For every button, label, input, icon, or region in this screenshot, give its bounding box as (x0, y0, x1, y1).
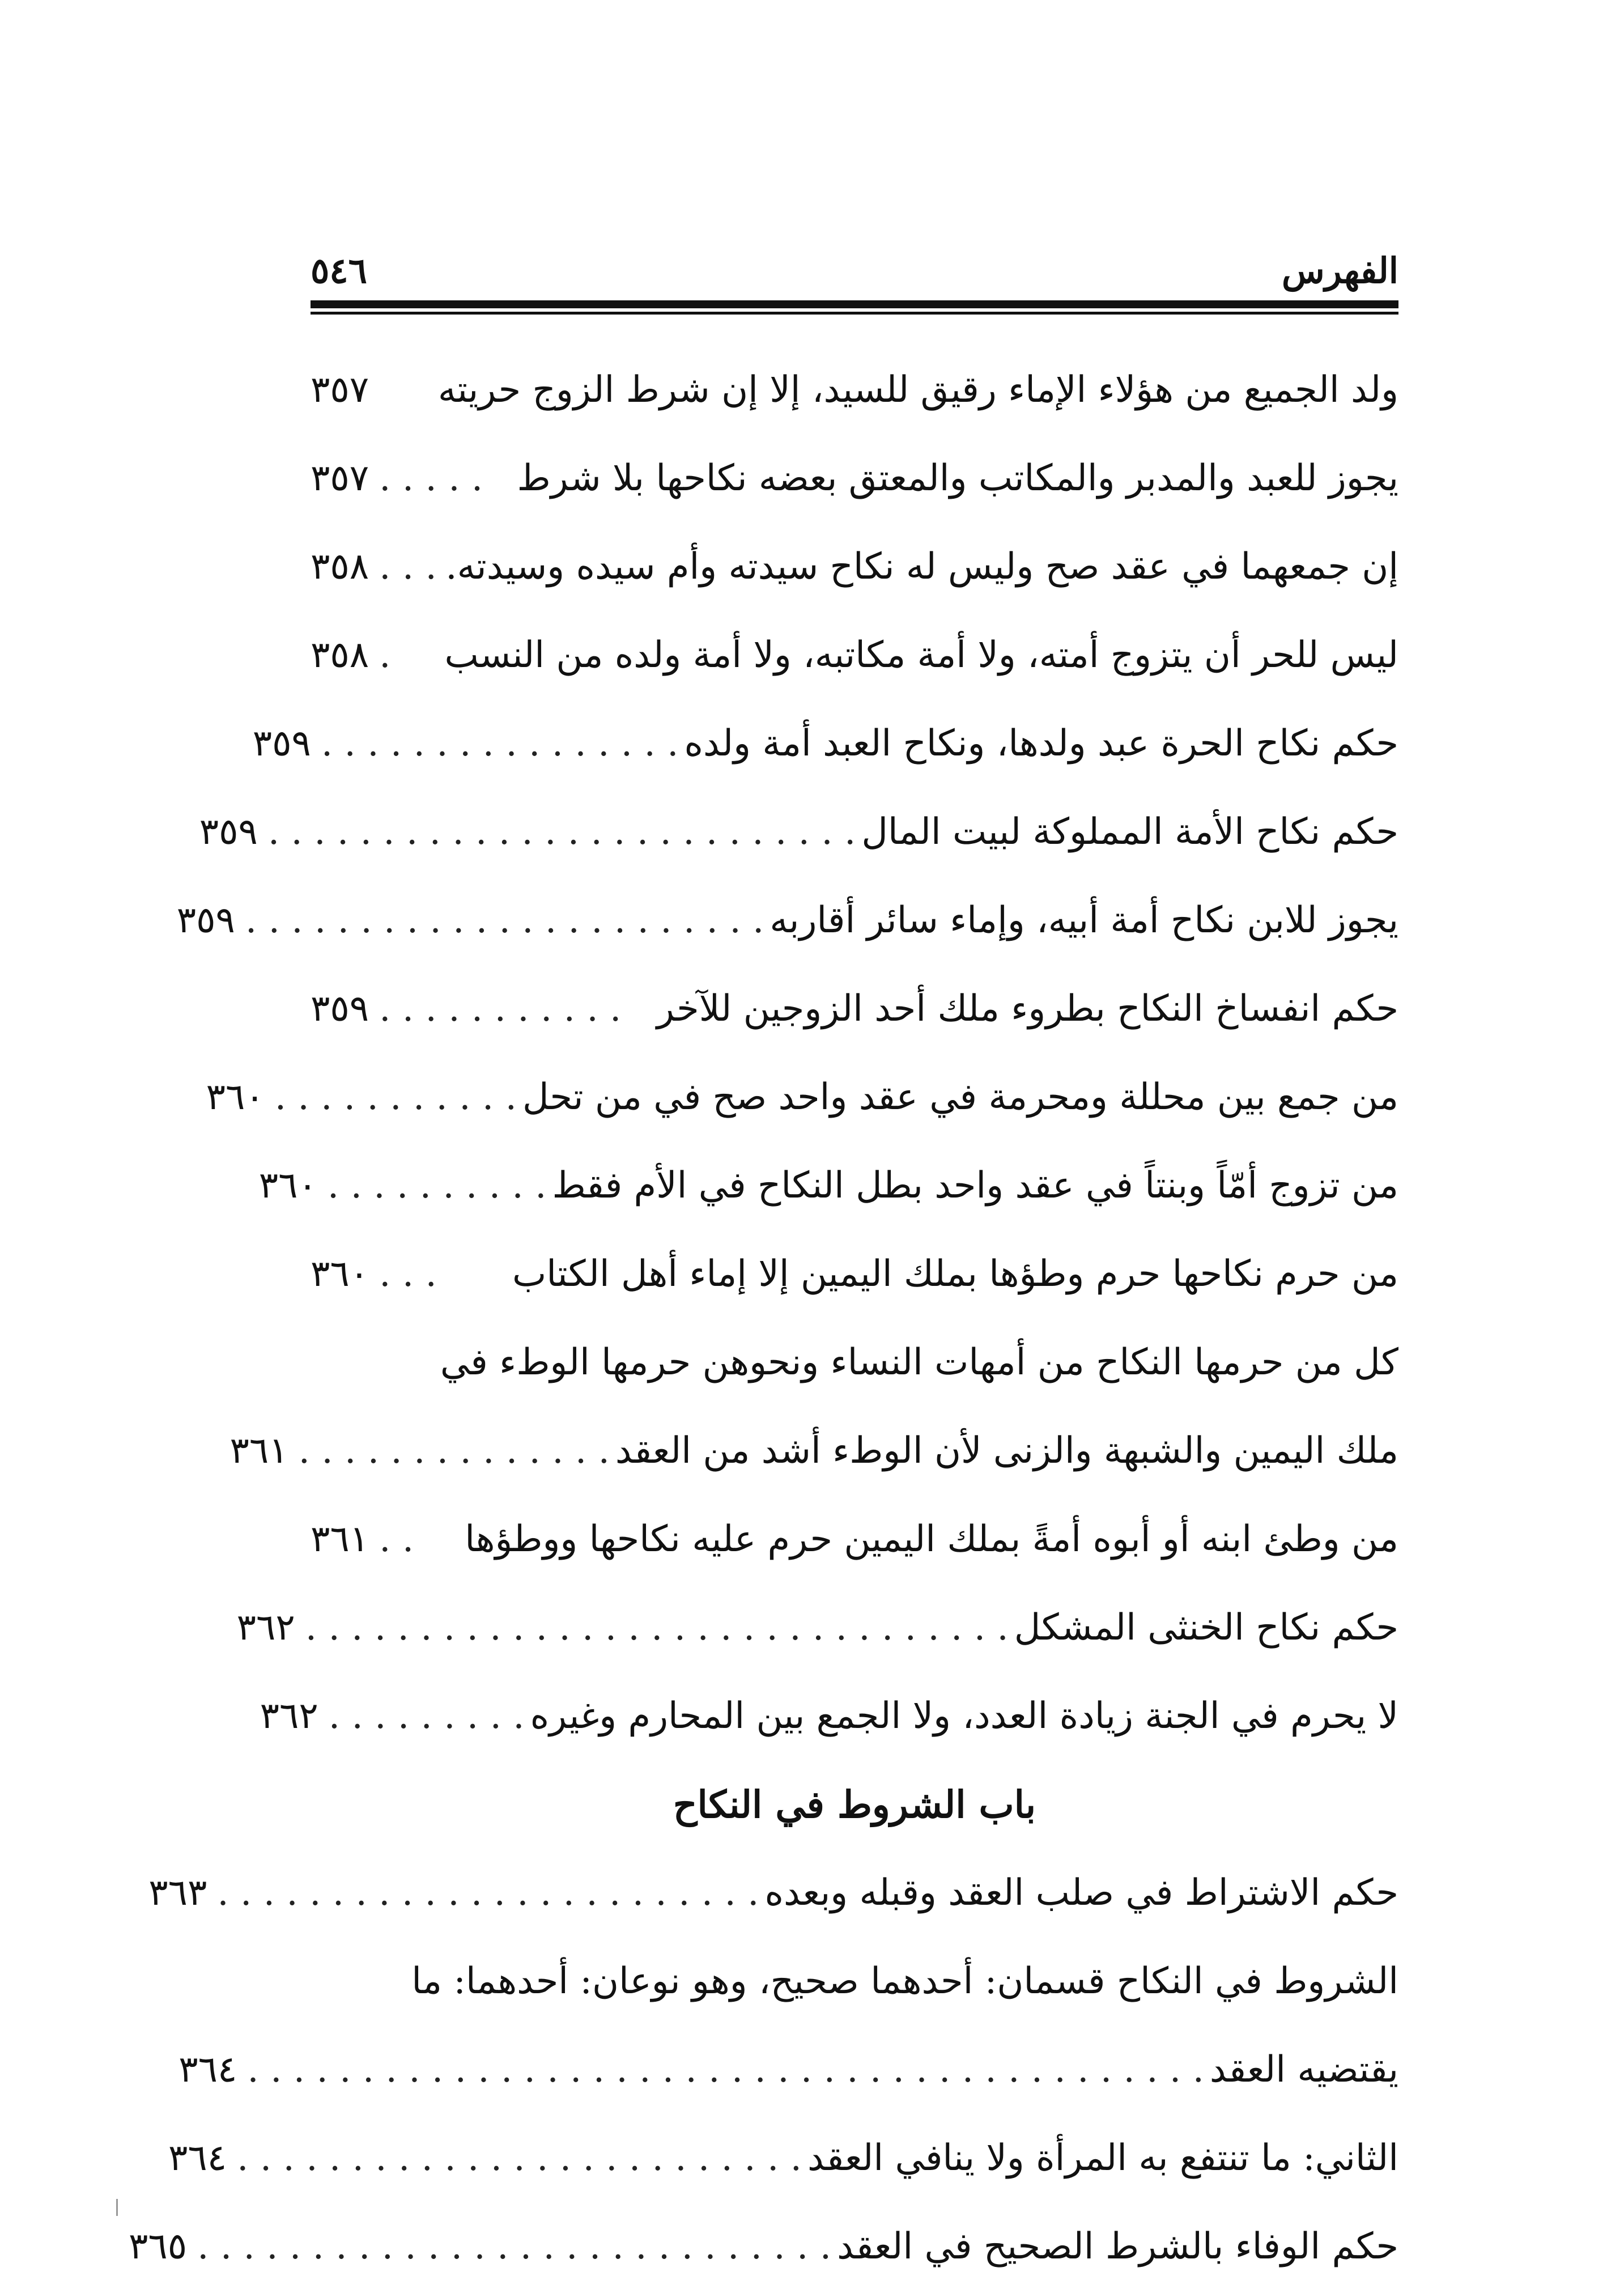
toc-entry-text: ملك اليمين والشبهة والزنى لأن الوطء أشد من العقد (615, 1430, 1398, 1472)
toc-entry-page: ٣٥٨ (311, 546, 369, 588)
table-of-contents (129, 346, 1398, 2291)
toc-entry[interactable] (258, 1141, 1398, 1230)
toc-entry-text: حكم نكاح الأمة المملوكة لبيت المال (861, 811, 1398, 853)
toc-entry-continued[interactable] (311, 1937, 1398, 2026)
toc-entry-page: ٣٦٤ (178, 2049, 237, 2091)
toc-entry-page: ٣٦٣ (148, 1872, 207, 1914)
toc-entry-leader: . . . . . . . . . . (327, 1165, 547, 1207)
toc-entry-leader: . . . (379, 1253, 437, 1295)
toc-entry-page: ٣٦٤ (168, 2137, 227, 2179)
toc-entry-text: لا يحرم في الجنة زيادة العدد، ولا الجمع بين المحارم وغيره (530, 1695, 1398, 1737)
toc-entry-text: حكم الوفاء بالشرط الصحيح في العقد (837, 2226, 1398, 2267)
toc-entry[interactable] (176, 876, 1398, 965)
toc-entry[interactable] (236, 1583, 1398, 1672)
header-divider (311, 300, 1398, 316)
toc-entry[interactable] (311, 523, 1398, 611)
toc-entry-leader: . . . . . . . . . . . (274, 1076, 517, 1118)
toc-entry-continued[interactable] (311, 1318, 1398, 1407)
toc-entry[interactable] (168, 2114, 1398, 2202)
page-title: الفهرس (1282, 250, 1398, 291)
divider-thin-line (311, 312, 1398, 315)
toc-entry-leader: . . . . . . . . . (328, 1695, 525, 1737)
toc-entry-leader: . (379, 634, 391, 676)
section-heading: باب الشروط في النكاح (673, 1782, 1036, 1827)
toc-entry[interactable] (178, 2026, 1398, 2114)
toc-entry[interactable] (311, 346, 1398, 434)
toc-entry-text: من جمع بين محللة ومحرمة في عقد واحد صح في من تحل (522, 1076, 1398, 1118)
toc-entry[interactable] (229, 1407, 1398, 1495)
toc-entry-text: حكم انفساخ النكاح بطروء ملك أحد الزوجين للآخر (656, 988, 1398, 1030)
toc-entry[interactable] (199, 788, 1398, 876)
toc-entry-leader: . . . . . . . . . . . . . . . . . . . . . . . . . . . . . . . . . . . . . . . . . . (247, 2049, 1204, 2091)
toc-entry-page: ٣٥٩ (252, 723, 311, 765)
toc-entry-text: حكم الاشتراط في صلب العقد وقبله وبعده (764, 1872, 1398, 1914)
toc-entry-page: ٣٥٩ (199, 811, 258, 853)
toc-entry-text: حكم نكاح الحرة عبد ولدها، ونكاح العبد أمة ولده (684, 723, 1398, 765)
toc-entry-text: الشروط في النكاح قسمان: أحدهما صحيح، وهو نوعان: أحدهما: ما (411, 1960, 1398, 2002)
toc-entry[interactable] (311, 965, 1398, 1053)
scan-mark (116, 2199, 118, 2216)
divider-thick-line (311, 300, 1398, 308)
toc-entry-leader: . . . . . . . . . . . . . . . . . . . . . . . . . . (267, 811, 856, 853)
toc-entry-page: ٣٦٠ (206, 1076, 265, 1118)
toc-entry-text: من حرم نكاحها حرم وطؤها بملك اليمين إلا إماء أهل الكتاب (512, 1253, 1398, 1295)
toc-entry-page: ٣٥٧ (311, 369, 369, 411)
toc-entry-text: من وطئ ابنه أو أبوه أمةً بملك اليمين حرم عليه نكاحها ووطؤها (465, 1518, 1398, 1560)
toc-entry[interactable] (260, 1672, 1398, 1760)
toc-entry-leader: . . . (379, 546, 437, 588)
toc-entry-page: ٣٥٧ (311, 457, 369, 499)
toc-entry-text: حكم نكاح الخنثى المشكل (1014, 1607, 1398, 1649)
toc-entry-page: ٣٦١ (229, 1430, 288, 1472)
toc-entry-leader: . . . . . . . . . . . . . . . . . . . . . . . . (217, 1872, 759, 1914)
toc-entry-leader: . . . . . . . . . . . (379, 988, 622, 1030)
toc-entry-page: ٣٦٥ (129, 2226, 188, 2267)
toc-entry-page: ٣٦١ (311, 1518, 369, 1560)
toc-entry-page: ٣٦٢ (260, 1695, 318, 1737)
toc-entry[interactable] (311, 434, 1398, 523)
toc-entry-text: ولد الجميع من هؤلاء الإماء رقيق للسيد، إلا إن شرط الزوج حريته (437, 369, 1398, 411)
toc-entry-page: ٣٥٨ (311, 634, 369, 676)
toc-entry-leader: . . . . . . . . . . . . . . . . . . . . . . . . . . . . (197, 2226, 832, 2267)
toc-entry-text: يقتضيه العقد (1209, 2049, 1398, 2091)
toc-entry[interactable] (311, 1230, 1398, 1318)
toc-entry-text: يجوز للابن نكاح أمة أبيه، وإماء سائر أقاربه (770, 899, 1398, 941)
toc-entry-leader: . . . . . . . . . . . . . . . . (321, 723, 679, 765)
toc-entry[interactable] (206, 1053, 1398, 1141)
toc-entry[interactable] (311, 611, 1398, 699)
toc-entry-page: ٣٥٩ (176, 899, 235, 941)
toc-entry-page: ٣٦٢ (236, 1607, 295, 1649)
toc-entry-text: من تزوج أمّاً وبنتاً في عقد واحد بطل النكاح في الأم فقط (552, 1165, 1398, 1207)
toc-entry-text: يجوز للعبد والمدبر والمكاتب والمعتق بعضه نكاحها بلا شرط (517, 457, 1398, 499)
toc-entry-text: ليس للحر أن يتزوج أمته، ولا أمة مكاتبه، ولا أمة ولده من النسب (444, 634, 1398, 676)
toc-entry-text: كل من حرمها النكاح من أمهات النساء ونحوهن حرمها الوطء في (440, 1341, 1398, 1383)
toc-entry[interactable] (129, 2202, 1398, 2291)
toc-entry-leader: . . . . . . . . . . . . . . . . . . . . . . . (245, 899, 764, 941)
toc-entry-leader: . . . . . . . . . . . . . . . . . . . . . . . . . . . . . . . (305, 1607, 1009, 1649)
toc-entry[interactable] (148, 1849, 1398, 1937)
toc-entry-leader: . . (379, 1518, 414, 1560)
toc-entry-text: إن جمعهما في عقد صح وليس له نكاح سيدته وأم سيده وسيدته. (445, 546, 1398, 588)
toc-entry-leader: . . . . . . . . . . . . . . (298, 1430, 610, 1472)
toc-entry[interactable] (252, 699, 1398, 788)
toc-entry-page: ٣٦٠ (311, 1253, 369, 1295)
page-header (311, 244, 1398, 300)
toc-entry[interactable] (311, 1495, 1398, 1583)
toc-entry-page: ٣٦٠ (258, 1165, 317, 1207)
toc-entry-leader: . . . . . (379, 457, 483, 499)
toc-entry-text: الثاني: ما تنتفع به المرأة ولا ينافي العقد (807, 2137, 1398, 2179)
toc-entry-page: ٣٥٩ (311, 988, 369, 1030)
page-number: ٥٤٦ (311, 250, 367, 291)
toc-entry-leader: . . . . . . . . . . . . . . . . . . . . . . . . . (237, 2137, 802, 2179)
